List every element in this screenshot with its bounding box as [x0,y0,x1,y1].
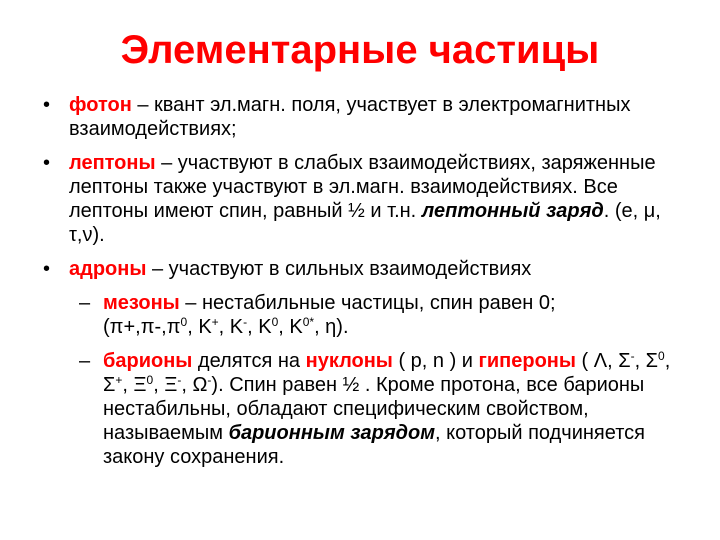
baryons-text-1: делятся на [192,350,306,372]
baryons-text-2: ( p, n ) и [392,350,479,372]
hadrons-text: – участвуют в сильных взаимодействиях [146,258,532,280]
dash-icon: – [79,292,91,314]
bullet-icon: • [43,152,51,174]
term-hadrons: адроны [69,258,147,280]
term-mesons: мезоны [103,292,180,314]
term-nucleons: нуклоны [305,350,393,372]
leptons-tail: . (e, μ, τ,ν). [69,200,661,246]
mesons-text: – нестабильные частицы, спин равен 0; [179,292,556,314]
list-item-leptons [43,151,683,247]
baryons-text-4: , который подчиняется закону сохранения. [103,422,645,468]
slide-title: Элементарные частицы [120,28,600,72]
content-list [43,93,683,479]
sub-item-mesons [43,291,683,339]
hyperon-list: ( Λ, Σ-, $\Sigma^0$, Σ+, $\Xi^0$, Ξ-, Ω-). [103,349,671,396]
sub-item-baryons [43,349,683,469]
list-item-hadrons [43,257,683,281]
term-leptons: лептоны [69,152,156,174]
leptons-text: – участвуют в слабых взаимодействиях, заряженные лептоны также участвуют в эл.магн. взаимодействиях. Все лептоны имеют спин, равный ½ и т.н. [69,152,656,222]
term-baryons: барионы [103,350,193,372]
baryons-text-3: Спин равен ½ . Кроме протона, все барионы нестабильны, обладают специфическим свойством, называемым [103,374,645,444]
meson-list: ($\pi+,\pi-,\pi^0$, K+, K-, $K^0$, $K^{0*}$, η). [103,315,349,338]
list-item-photon [43,93,683,141]
photon-text: – квант эл.магн. поля, участвует в электромагнитных взаимодействиях; [69,94,631,140]
term-photon: фотон [69,94,132,116]
term-hyperons: гипероны [478,350,576,372]
bullet-icon: • [43,258,51,280]
baryon-charge-term: барионным зарядом [228,422,436,444]
lepton-charge-term: лептонный заряд [421,200,604,222]
dash-icon: – [79,350,91,372]
bullet-icon: • [43,94,51,116]
